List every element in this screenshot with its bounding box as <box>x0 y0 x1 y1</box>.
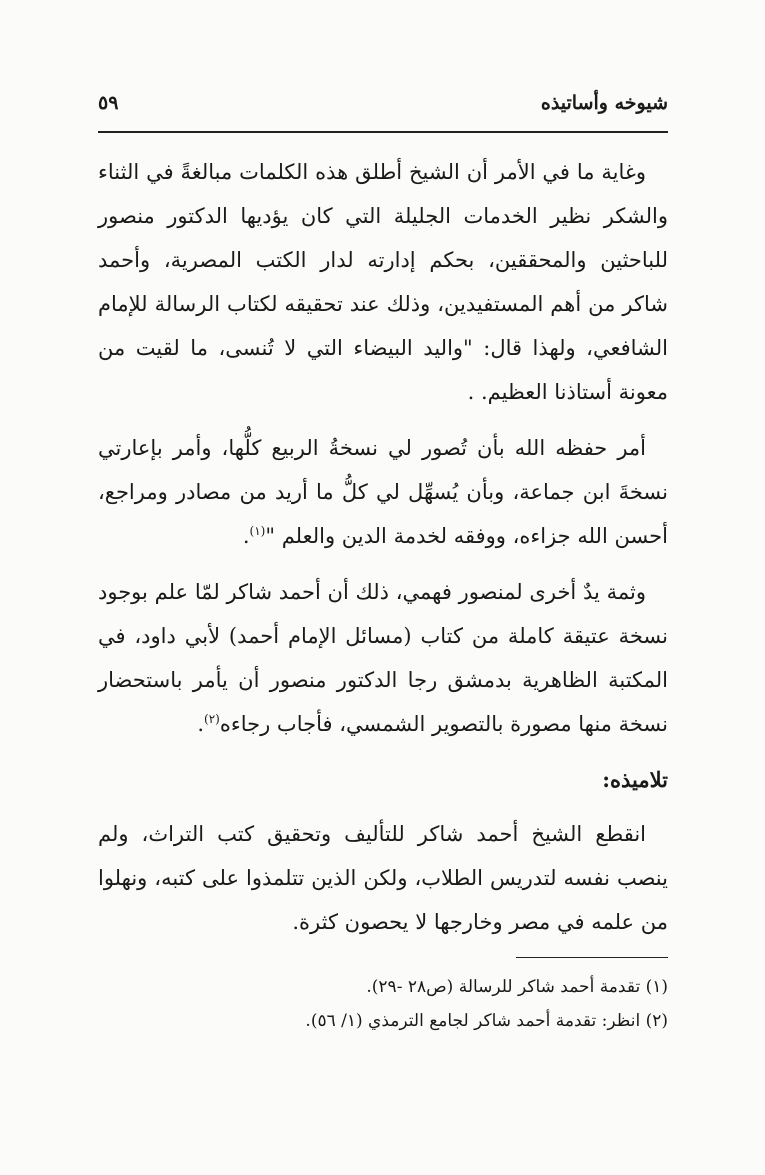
paragraph-2-text: أمر حفظه الله بأن تُصور لي نسخةُ الربيع كلُّها، وأمر بإعارتي نسخةَ ابن جماعة، وبأن يُسهِّل لي كلُّ ما أريد من مصادر ومراجع، أحسن الله جزاءه، ووفقه لخدمة الدين والعلم " <box>98 436 668 548</box>
page-number: ٥٩ <box>98 92 119 114</box>
footnote-1: (١) تقدمة أحمد شاكر للرسالة (ص٢٨ -٢٩). <box>366 977 668 997</box>
paragraph-3 <box>98 570 668 746</box>
paragraph-2 <box>98 426 668 558</box>
paragraph-2-end: . <box>242 524 250 548</box>
paragraph-1 <box>98 150 668 414</box>
header-rule <box>98 131 668 133</box>
footnote-ref-1: (١) <box>249 524 266 538</box>
footnote-rule <box>516 957 668 958</box>
footnotes <box>98 970 668 1038</box>
paragraph-1-text: وغاية ما في الأمر أن الشيخ أطلق هذه الكلمات مبالغةً في الثناء والشكر نظير الخدمات الجليلة التي كان يؤديها الدكتور منصور للباحثين والمحققين، بحكم إدارته لدار الكتب المصرية، وأحمد شاكر من أهم المستفيدين، وذلك عند تحقيقه لكتاب الرسالة للإمام الشافعي، ولهذا قال: "واليد البيضاء التي لا تُنسى، ما لقيت من معونة أستاذنا العظيم. . <box>98 160 668 404</box>
footnote-ref-2: (٢) <box>204 712 220 726</box>
running-title: شيوخه وأساتيذه <box>540 92 668 114</box>
paragraph-3-text: وثمة يدٌ أخرى لمنصور فهمي، ذلك أن أحمد شاكر لمّا علم بوجود نسخة عتيقة كاملة من كتاب (مسائل الإمام أحمد) لأبي داود، في المكتبة الظاهرية بدمشق رجا الدكتور منصور أن يأمر باستحضار نسخة منها مصورة بالتصوير الشمسي، فأجاب رجاءه <box>98 580 668 736</box>
footnote-2: (٢) انظر: تقدمة أحمد شاكر لجامع الترمذي (١/ ٥٦). <box>305 1011 668 1031</box>
section-heading: تلاميذه: <box>602 767 668 792</box>
paragraph-3-end: . <box>197 712 205 736</box>
closing-paragraph: انقطع الشيخ أحمد شاكر للتأليف وتحقيق كتب التراث، ولم ينصب نفسه لتدريس الطلاب، ولكن الذين تتلمذوا على كتبه، ونهلوا من علمه في مصر وخارجها لا يحصون كثرة. <box>98 822 668 934</box>
body-text <box>98 150 668 956</box>
page-header <box>98 92 668 126</box>
